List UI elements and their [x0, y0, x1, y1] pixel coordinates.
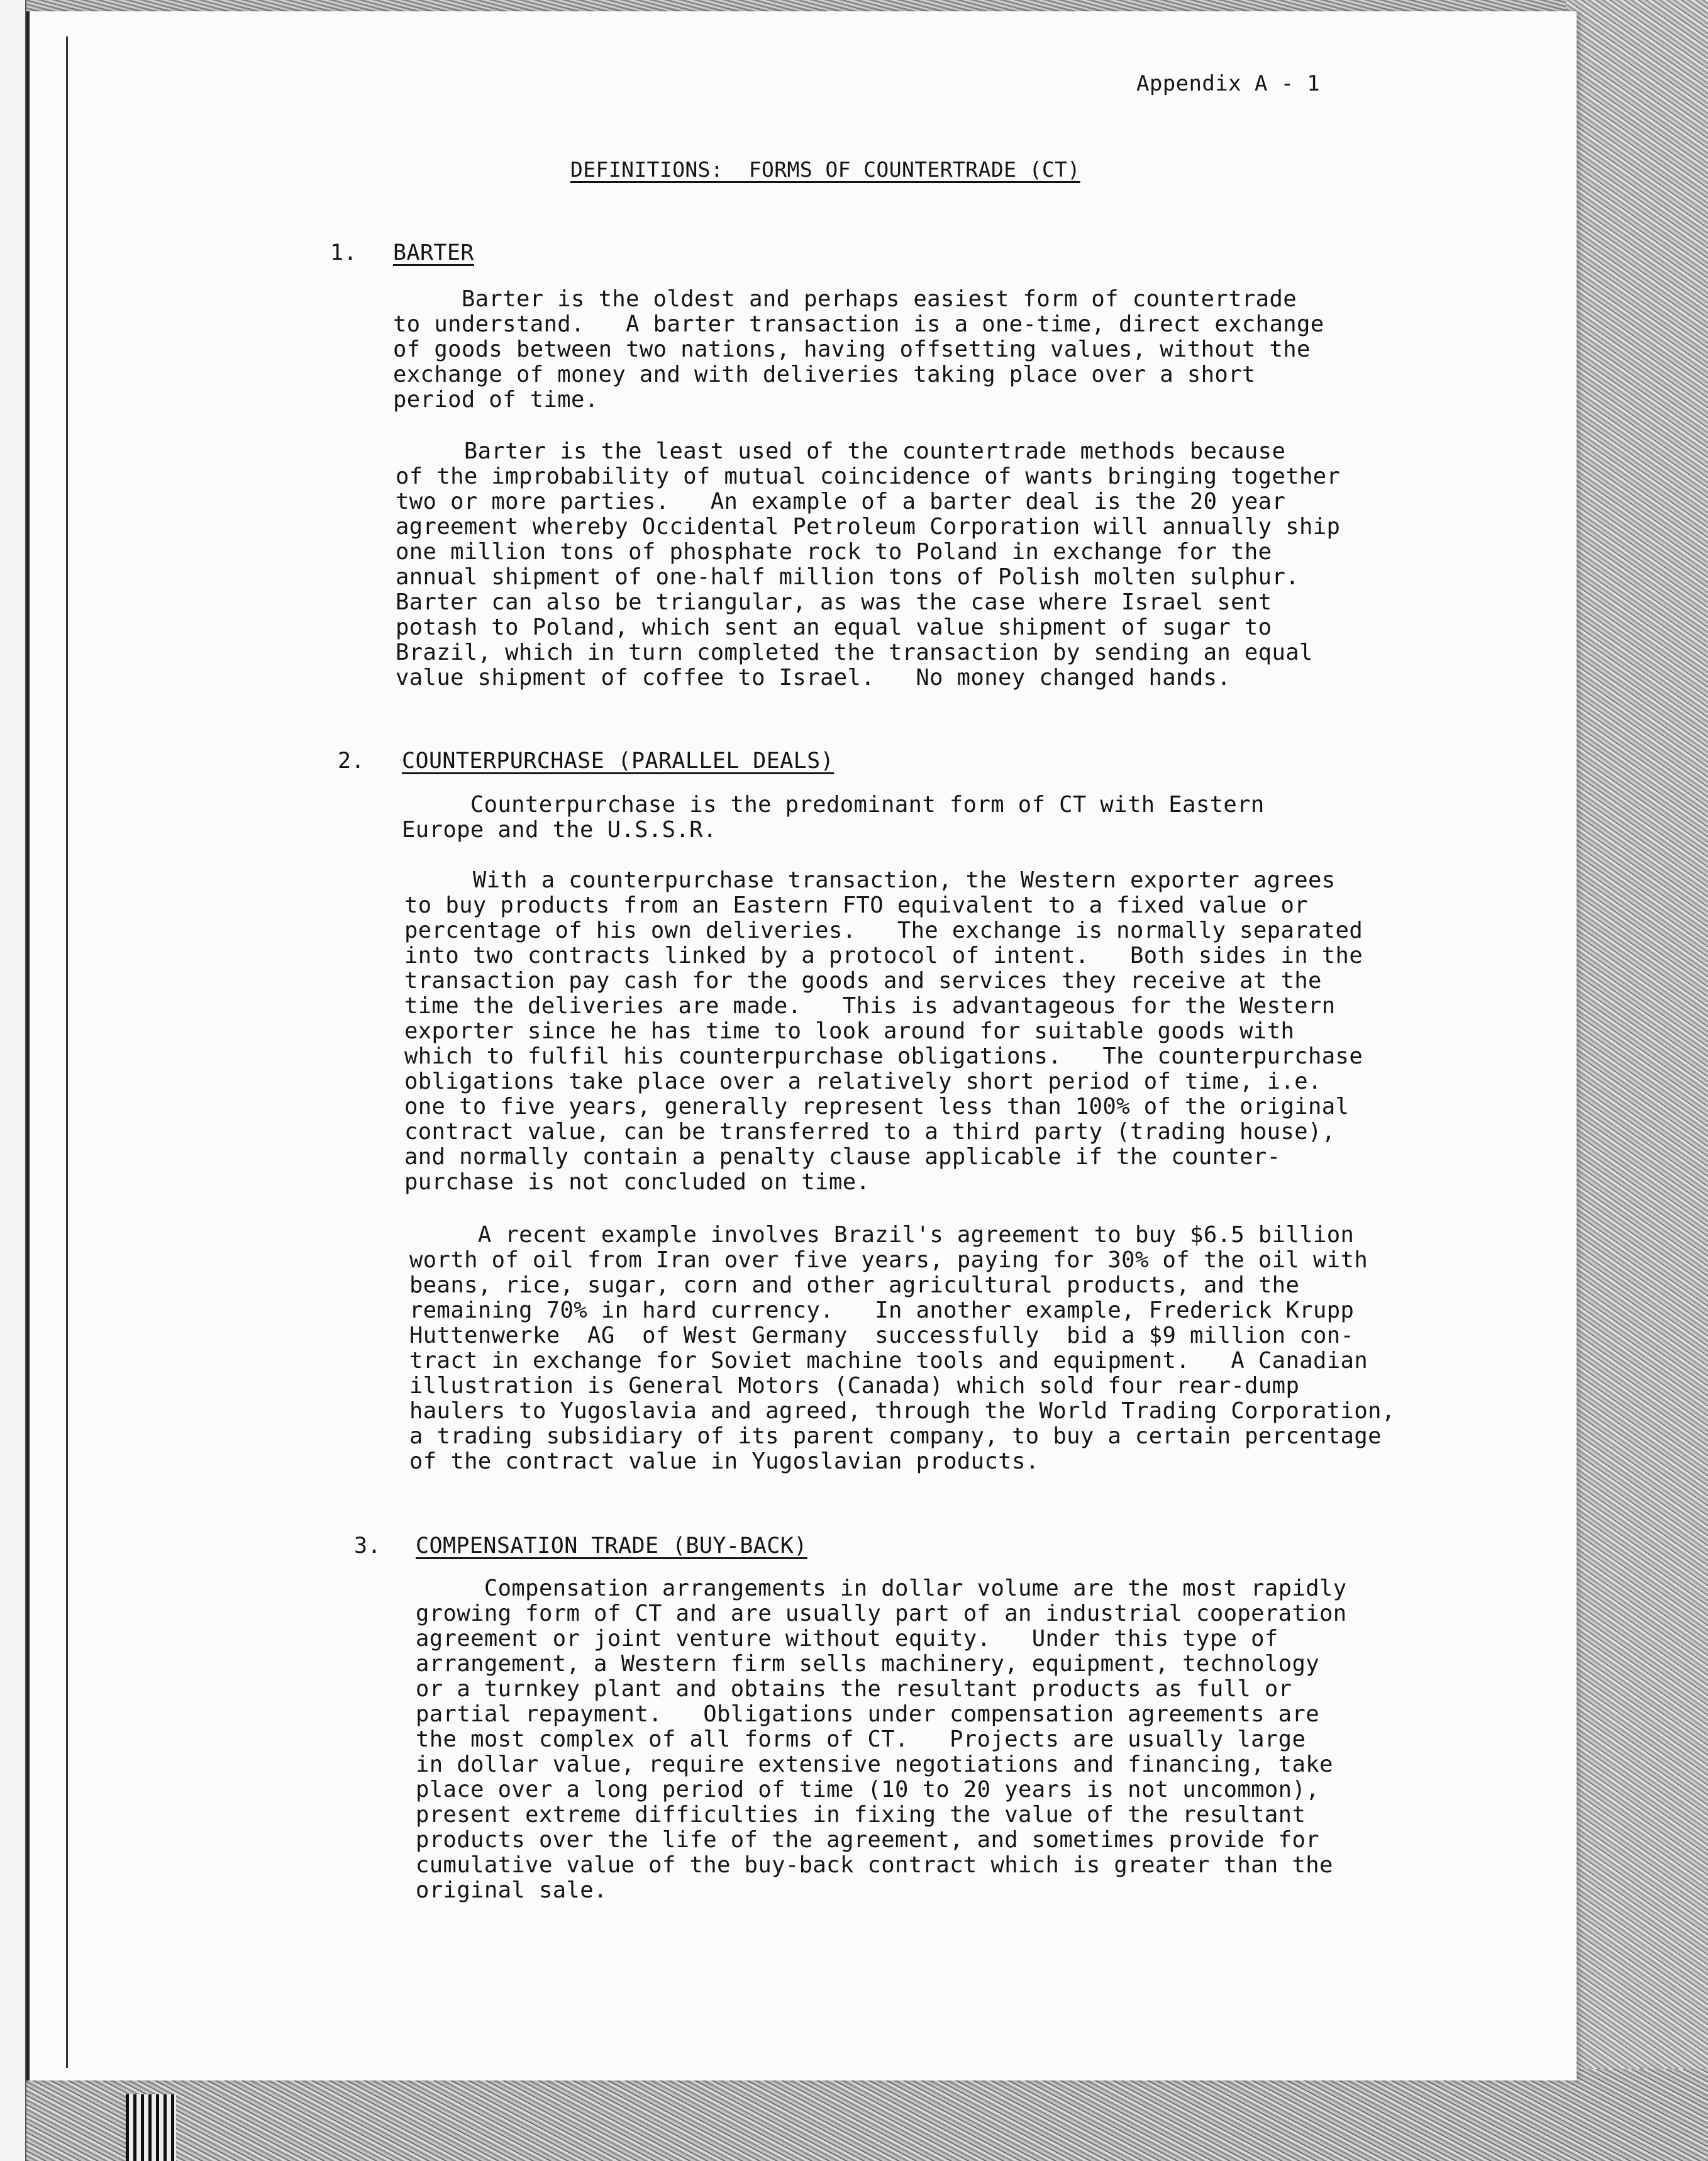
binder-strip	[0, 0, 26, 2161]
section-1-paragraph-2: Barter is the least used of the countertrade methods because of the improbability of mutual coincidence of wants bringing together two or more parties. An example of a barter deal is the 20 year agreement whereby Occidental Petroleum Corporation will annually ship one million tons of phosphate rock to Poland in exchange for the annual shipment of one-half million tons of Polish molten sulphur. Barter can also be triangular, as was the case where Israel sent potash to Poland, which sent an equal value shipment of sugar to Brazil, which in turn completed the transaction by sending an equal value shipment of coffee to Israel. No money changed hands.	[396, 438, 1341, 691]
section-2-paragraph-3: A recent example involves Brazil's agreement to buy $6.5 billion worth of oil from Iran over five years, paying for 30% of the oil with beans, rice, sugar, corn and other agricultural products, and the remaining 70% in hard currency. In another example, Frederick Krupp Huttenwerke AG of West Germany successfully bid a $9 million con- tract in exchange for Soviet machine tools and equipment. A Canadian illustration is General Motors (Canada) which sold four rear-dump haulers to Yugoslavia and agreed, through the World Trading Corporation, a trading subsidiary of its parent company, to buy a certain percentage of the contract value in Yugoslavian products.	[409, 1222, 1395, 1474]
scan-border-right	[1566, 0, 1708, 2161]
section-3-number: 3.	[354, 1533, 381, 1558]
page-title: DEFINITIONS: FORMS OF COUNTERTRADE (CT)	[570, 157, 1080, 182]
section-2-paragraph-1: Counterpurchase is the predominant form of CT with Eastern Europe and the U.S.S.R.	[402, 792, 1265, 843]
section-1-paragraph-1: Barter is the oldest and perhaps easiest form of countertrade to understand. A barter transaction is a one-time, direct exchange of goods between two nations, having offsetting values, without the exchange of money and with deliveries taking place over a short period of time.	[393, 286, 1324, 413]
section-2-number: 2.	[338, 748, 365, 774]
section-3-heading: COMPENSATION TRADE (BUY-BACK)	[416, 1533, 807, 1558]
page-margin-line	[66, 36, 68, 2068]
scan-border-bottom	[0, 2069, 1708, 2161]
section-1-heading: BARTER	[393, 240, 474, 265]
document-page	[26, 11, 1577, 2080]
section-2-paragraph-2: With a counterpurchase transaction, the Western exporter agrees to buy products from an Eastern FTO equivalent to a fixed value or percentage of his own deliveries. The exchange is normally separated into two contracts linked by a protocol of intent. Both sides in the transaction pay cash for the goods and services they receive at the time the deliveries are made. This is advantageous for the Western exporter since he has time to look around for suitable goods with which to fulfil his counterpurchase obligations. The counterpurchase obligations take place over a relatively short period of time, i.e. one to five years, generally represent less than 100% of the original contract value, can be transferred to a third party (trading house), and normally contain a penalty clause applicable if the counter- purchase is not concluded on time.	[404, 867, 1363, 1195]
section-2-heading: COUNTERPURCHASE (PARALLEL DEALS)	[402, 748, 835, 774]
binder-marks	[126, 2094, 176, 2161]
section-3-paragraph-1: Compensation arrangements in dollar volume are the most rapidly growing form of CT and are usually part of an industrial cooperation agreement or joint venture without equity. Under this type of arrangement, a Western firm sells machinery, equipment, technology or a turnkey plant and obtains the resultant products as full or partial repayment. Obligations under compensation agreements are the most complex of all forms of CT. Projects are usually large in dollar value, require extensive negotiations and financing, take place over a long period of time (10 to 20 years is not uncommon), present extreme difficulties in fixing the value of the resultant products over the life of the agreement, and sometimes provide for cumulative value of the buy-back contract which is greater than the original sale.	[416, 1575, 1347, 1903]
appendix-label: Appendix A - 1	[1136, 71, 1321, 96]
section-1-number: 1.	[330, 240, 357, 265]
